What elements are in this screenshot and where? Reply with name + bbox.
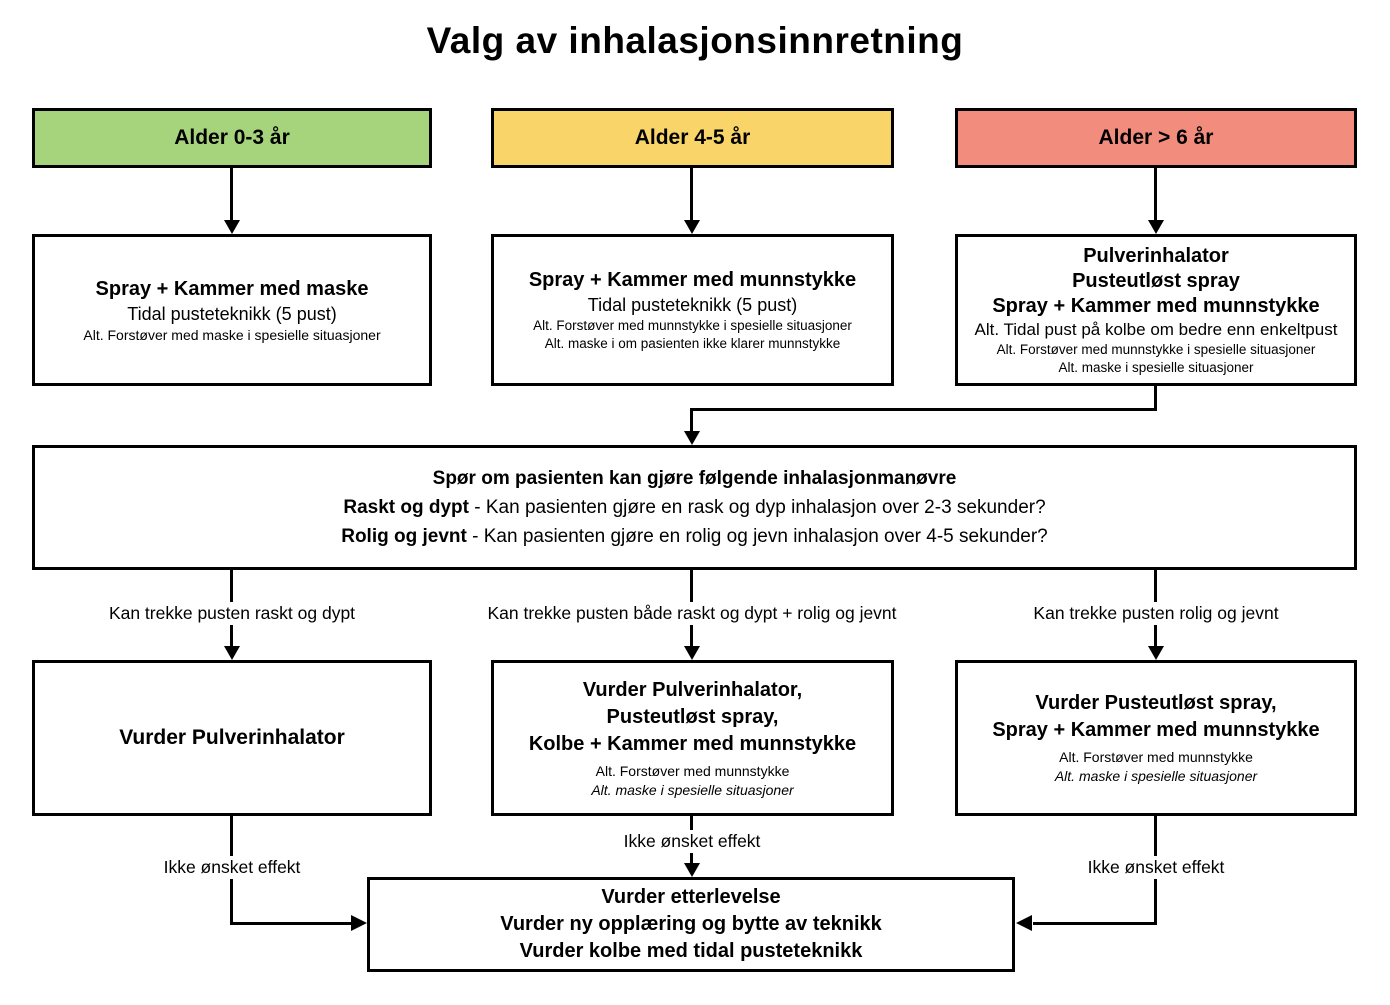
arrowhead-question bbox=[684, 431, 700, 445]
arrowhead-branch-left bbox=[224, 646, 240, 660]
device-box-4-5 bbox=[491, 234, 894, 386]
branch-label-left: Kan trekke pusten raskt og dypt bbox=[101, 602, 363, 625]
device-box-6-plus bbox=[955, 234, 1357, 386]
consider-box-left-title: Vurder Pulverinhalator bbox=[119, 726, 345, 749]
device-box-4-5-line2: Tidal pusteteknikk (5 pust) bbox=[587, 295, 798, 315]
final-box-line1: Vurder etterlevelse bbox=[601, 886, 781, 908]
device-box-6-plus-line6: Alt. maske i spesielle situasjoner bbox=[1058, 359, 1254, 375]
consider-box-middle-line5: Alt. maske i spesielle situasjoner bbox=[591, 781, 794, 798]
arrow-line-header1 bbox=[230, 168, 233, 221]
arrow-line-header3 bbox=[1154, 168, 1157, 221]
question-line2 bbox=[343, 493, 1045, 522]
branch-label-right: Kan trekke pusten rolig og jevnt bbox=[1025, 602, 1286, 625]
arrowhead-final-left bbox=[351, 915, 367, 931]
consider-box-middle-line4: Alt. Forstøver med munnstykke bbox=[595, 762, 790, 779]
consider-box-right-line3: Alt. Forstøver med munnstykke bbox=[1059, 749, 1253, 765]
device-box-0-3-line2: Tidal pusteteknikk (5 pust) bbox=[127, 303, 337, 324]
elbow-line-drop bbox=[690, 408, 693, 432]
arrowhead-final-right bbox=[1016, 915, 1032, 931]
arrow-line-header2 bbox=[690, 168, 693, 221]
device-box-6-plus-line5: Alt. Forstøver med munnstykke i spesielle situasjoner bbox=[996, 341, 1316, 357]
final-box-line2: Vurder ny opplæring og bytte av teknikk bbox=[500, 913, 882, 935]
device-box-4-5-title: Spray + Kammer med munnstykke bbox=[528, 269, 857, 291]
age-header-4-5: Alder 4-5 år bbox=[491, 108, 894, 168]
arrowhead-branch-right bbox=[1148, 646, 1164, 660]
consider-box-middle-title2: Pusteutløst spray, bbox=[606, 705, 779, 728]
consider-box-right-line4: Alt. maske i spesielle situasjoner bbox=[1054, 768, 1258, 784]
device-box-4-5-line3: Alt. Forstøver med munnstykke i spesielle situasjoner bbox=[533, 318, 852, 333]
question-line3 bbox=[341, 522, 1048, 551]
effect-line-left-across bbox=[230, 922, 352, 925]
question-box bbox=[32, 445, 1357, 570]
device-box-6-plus-title1: Pulverinhalator bbox=[1083, 244, 1229, 267]
consider-box-right-title1: Vurder Pusteutløst spray, bbox=[1035, 692, 1277, 714]
effect-label-right: Ikke ønsket effekt bbox=[1080, 856, 1233, 879]
elbow-line-across bbox=[690, 408, 1157, 411]
question-line3-rest: - Kan pasienten gjøre en rolig og jevn inhalasjon over 4-5 sekunder? bbox=[466, 526, 1048, 547]
consider-box-middle bbox=[491, 660, 894, 816]
question-line3-term: Rolig og jevnt bbox=[341, 526, 467, 547]
page-title: Valg av inhalasjonsinnretning bbox=[426, 20, 964, 61]
device-box-0-3-line3: Alt. Forstøver med maske i spesielle situasjoner bbox=[83, 326, 381, 343]
question-line2-rest: - Kan pasienten gjøre en rask og dyp inhalasjon over 2-3 sekunder? bbox=[468, 497, 1046, 518]
age-header-0-3: Alder 0-3 år bbox=[32, 108, 432, 168]
device-box-6-plus-title3: Spray + Kammer med munnstykke bbox=[992, 294, 1320, 317]
arrowhead-branch-middle bbox=[684, 646, 700, 660]
branch-label-middle: Kan trekke pusten både raskt og dypt + rolig og jevnt bbox=[479, 602, 904, 625]
consider-box-right-title2: Spray + Kammer med munnstykke bbox=[992, 719, 1320, 741]
device-box-6-plus-title2: Pusteutløst spray bbox=[1072, 269, 1240, 292]
device-box-0-3-title: Spray + Kammer med maske bbox=[95, 277, 369, 300]
effect-line-right-across bbox=[1033, 922, 1156, 925]
consider-box-middle-title1: Vurder Pulverinhalator, bbox=[582, 678, 803, 701]
consider-box-right bbox=[955, 660, 1357, 816]
device-box-6-plus-line4: Alt. Tidal pust på kolbe om bedre enn enkeltpust bbox=[974, 319, 1338, 339]
age-header-6-plus: Alder > 6 år bbox=[955, 108, 1357, 168]
final-box-line3: Vurder kolbe med tidal pusteteknikk bbox=[519, 940, 863, 962]
arrowhead-header3 bbox=[1148, 220, 1164, 234]
arrowhead-header1 bbox=[224, 220, 240, 234]
final-box bbox=[367, 877, 1015, 972]
arrowhead-final-middle bbox=[684, 863, 700, 877]
consider-box-middle-title3: Kolbe + Kammer med munnstykke bbox=[528, 732, 857, 755]
arrowhead-header2 bbox=[684, 220, 700, 234]
question-line2-term: Raskt og dypt bbox=[343, 497, 469, 518]
effect-label-middle: Ikke ønsket effekt bbox=[616, 830, 769, 853]
effect-label-left: Ikke ønsket effekt bbox=[156, 856, 309, 879]
device-box-4-5-line4: Alt. maske i om pasienten ikke klarer munnstykke bbox=[544, 336, 841, 351]
consider-box-left bbox=[32, 660, 432, 816]
question-line1: Spør om pasienten kan gjøre følgende inhalasjonmanøvre bbox=[432, 468, 957, 489]
device-box-0-3 bbox=[32, 234, 432, 386]
